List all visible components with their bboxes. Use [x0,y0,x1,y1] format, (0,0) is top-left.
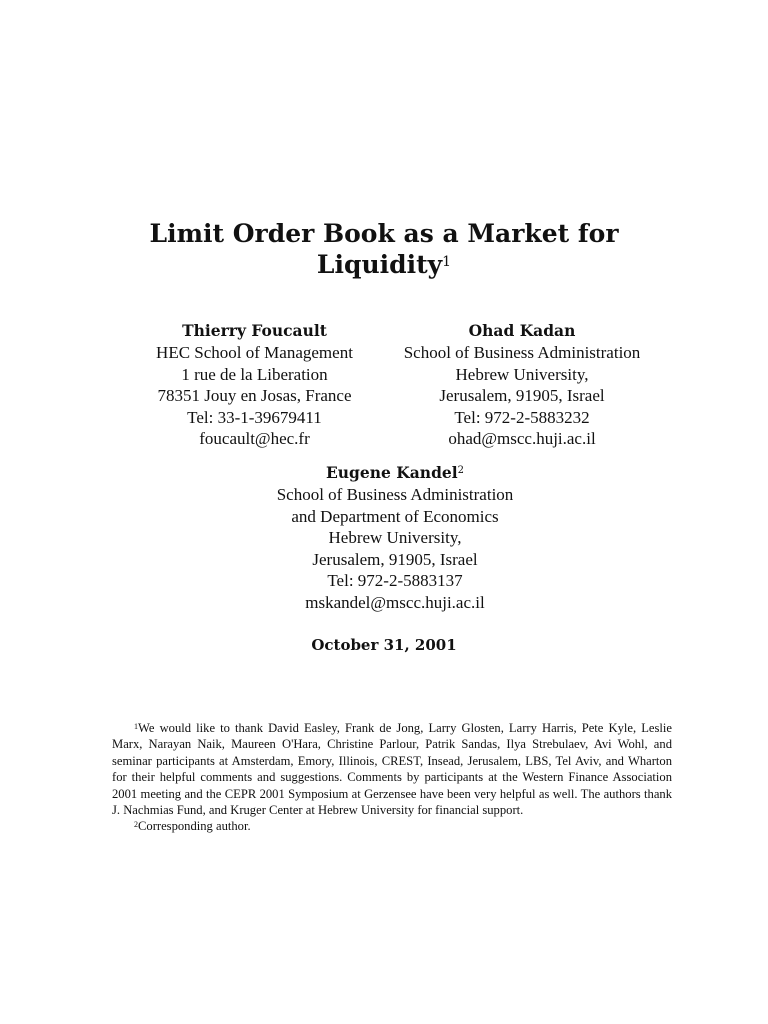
author-name: Ohad Kadan [468,321,576,340]
author-affiliation-line: School of Business Administration [403,343,641,362]
footnote-mark: 1 [134,722,138,731]
author-affiliation-line: School of Business Administration [276,485,514,504]
author-phone: Tel: 972-2-5883137 [327,571,463,590]
footnote-text: Corresponding author. [138,819,251,834]
author-block-kandel [195,462,595,613]
author-affiliation-line: and Department of Economics [291,506,499,526]
footnote-text: We would like to thank David Easley, Frank de Jong, Larry Glosten, Larry Harris, Pete Kyle, Leslie Marx, Narayan Naik, Maureen O'Hara, Christine Parlour, Patrik Sandas, Ilya Strebulaev, Avi Wohl, and seminar participants at Amsterdam, Emory, Illinois, CREST, Insead, Jerusalem, LBS, Tel Aviv, and Wharton for their helpful comments and suggestions. Comments by participants at the Western Finance Association 2001 meeting and the CEPR 2001 Symposium at Gerzensee have been very helpful as well. The authors thank J. Nachmias Fund, and Kruger Center at Hebrew University for financial support. [112,721,672,818]
paper-title [0,218,768,280]
title-footnote-mark: 1 [442,254,452,270]
author-footnote-mark: 2 [457,465,465,476]
author-email: ohad@mscc.huji.ac.il [448,429,596,448]
paper-date: October 31, 2001 [311,636,457,654]
author-email: foucault@hec.fr [199,429,310,448]
title-line-2: Liquidity [316,250,443,279]
author-address-line: Hebrew University, [455,364,589,384]
author-address-line: 1 rue de la Liberation [181,364,328,384]
title-line-1: Limit Order Book as a Market for [149,219,619,248]
author-address-line: Jerusalem, 91905, Israel [439,386,605,405]
author-name: Thierry Foucault [182,321,327,340]
author-block-foucault [112,320,397,450]
author-affiliation-line: HEC School of Management [156,343,353,362]
author-email: mskandel@mscc.huji.ac.il [305,592,485,612]
author-address-line: Hebrew University, [328,528,462,547]
author-address-line: Jerusalem, 91905, Israel [312,549,478,569]
title-block [0,218,768,280]
author-phone: Tel: 972-2-5883232 [454,407,590,427]
author-phone: Tel: 33-1-39679411 [187,407,322,427]
author-name: Eugene Kandel$^2$ [325,463,465,482]
author-address-line: 78351 Jouy en Josas, France [157,386,352,405]
footnote-mark: 2 [134,820,138,830]
footnote-2 [112,818,672,834]
author-block-kadan [372,320,672,450]
footnotes [112,720,672,835]
footnote-1 [112,720,672,818]
